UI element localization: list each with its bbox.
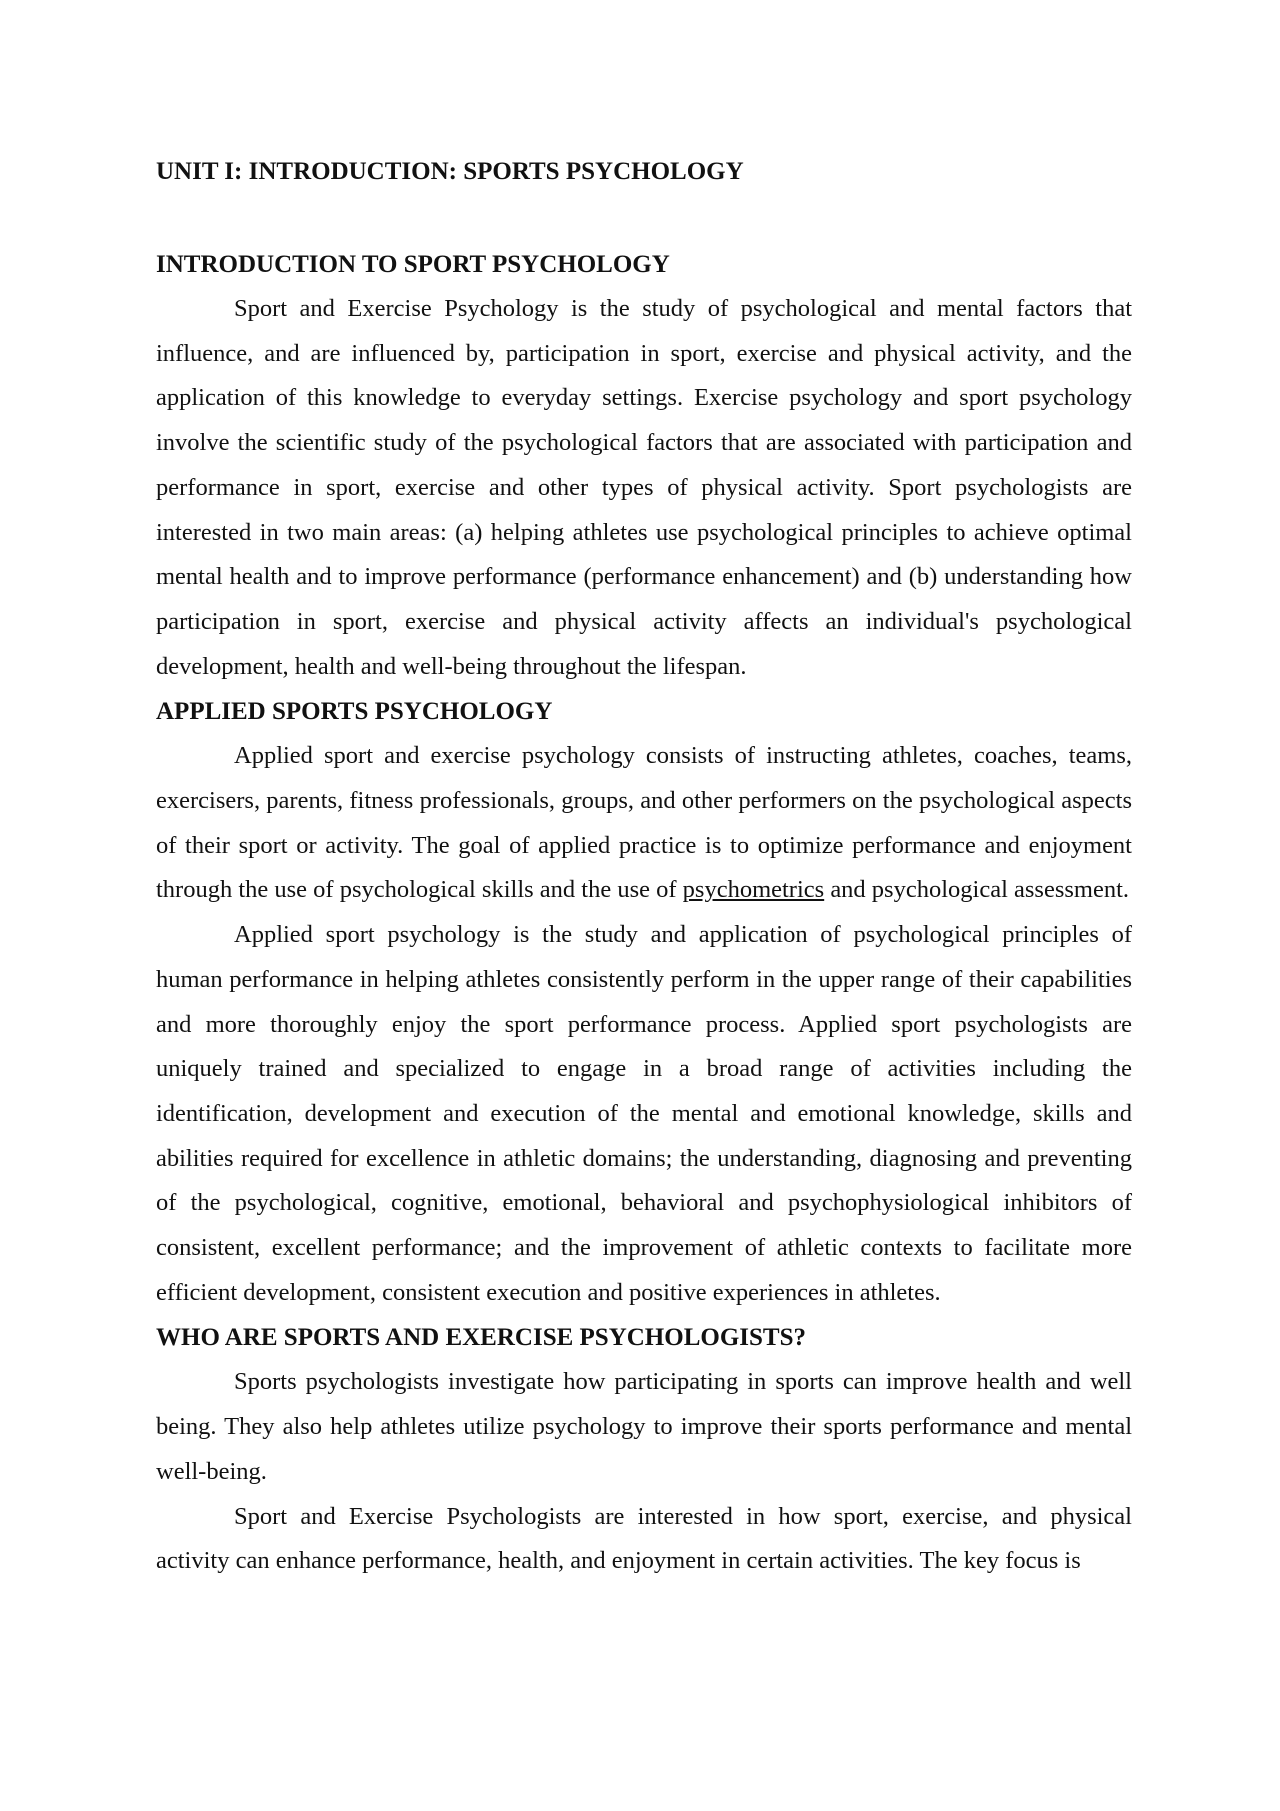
document-body (156, 242, 1132, 1584)
paragraph-applied-2: Applied sport psychology is the study and application of psychological principles of human performance in helping athletes consistently perform in the upper range of their capabilities and more thoroughly enjoy the sport performance process. Applied sport psychologists are uniquely trained and specialized to engage in a broad range of activities including the identification, development and execution of the mental and emotional knowledge, skills and abilities required for excellence in athletic domains; the understanding, diagnosing and preventing of the psychological, cognitive, emotional, behavioral and psychophysiological inhibitors of consistent, excellent performance; and the improvement of athletic contexts to facilitate more efficient development, consistent execution and positive experiences in athletes. (156, 921, 1132, 1306)
paragraph-introduction: Sport and Exercise Psychology is the study of psychological and mental factors that influence, and are influenced by, participation in sport, exercise and physical activity, and the application of this knowledge to everyday settings. Exercise psychology and sport psychology involve the scientific study of the psychological factors that are associated with participation and performance in sport, exercise and other types of physical activity. Sport psychologists are interested in two main areas: (a) helping athletes use psychological principles to achieve optimal mental health and to improve performance (performance enhancement) and (b) understanding how participation in sport, exercise and physical activity affects an individual's psychological development, health and well-being throughout the lifespan. (156, 295, 1132, 680)
psychometrics-link[interactable]: psychometrics (682, 876, 825, 904)
paragraph-who-2: Sport and Exercise Psychologists are interested in how sport, exercise, and physical activity can enhance performance, health, and enjoyment in certain activities. The key focus is (156, 1502, 1132, 1575)
paragraph-applied-1-text: Applied sport and exercise psychology consists of instructing athletes, coaches, teams, exercisers, parents, fitness professionals, groups, and other performers on the psychological aspects of their sport or activity. The goal of applied practice is to optimize performance and enjoyment through the use of psychological skills and the use of (156, 742, 1132, 904)
paragraph-applied-1-tail: and psychological assessment. (824, 876, 1130, 904)
section-heading-who: WHO ARE SPORTS AND EXERCISE PSYCHOLOGISTS? (156, 1324, 806, 1352)
paragraph-who-1: Sports psychologists investigate how participating in sports can improve health and well being. They also help athletes utilize psychology to improve their sports performance and mental well-being. (156, 1368, 1132, 1485)
section-heading-applied: APPLIED SPORTS PSYCHOLOGY (156, 698, 553, 726)
paragraph-applied-1 (156, 734, 1132, 913)
section-heading-introduction: INTRODUCTION TO SPORT PSYCHOLOGY (156, 251, 670, 278)
unit-title: UNIT I: INTRODUCTION: SPORTS PSYCHOLOGY (156, 158, 744, 185)
